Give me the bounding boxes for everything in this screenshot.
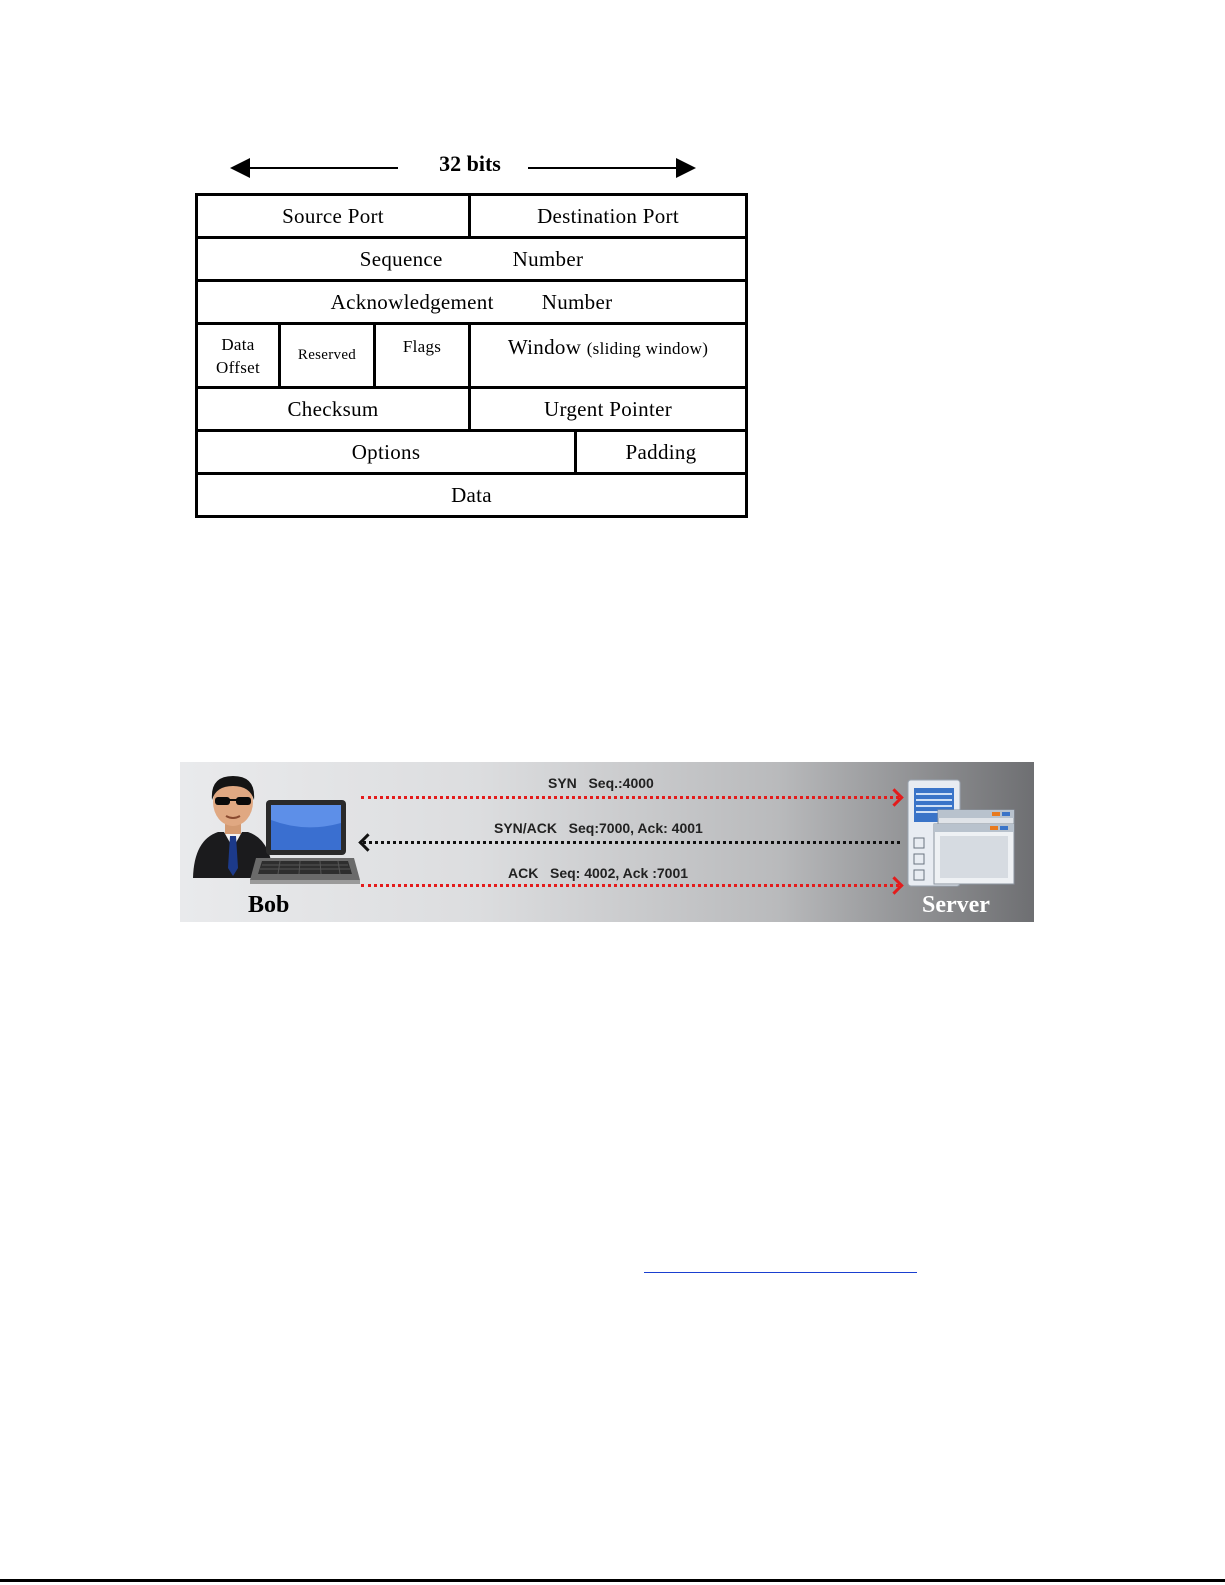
handshake-banner <box>180 762 1034 922</box>
server-icon <box>902 778 1018 890</box>
sequence-word: Sequence <box>359 246 443 271</box>
ack-arrow-line <box>361 884 899 887</box>
syn-ack-message: SYN/ACK Seq:7000, Ack: 4001 <box>494 820 703 836</box>
row-options <box>197 431 747 474</box>
client-name: Bob <box>248 892 290 918</box>
field-options: Options <box>197 431 576 474</box>
field-window <box>470 324 747 388</box>
data-offset-line2: Offset <box>216 357 260 377</box>
link-underline[interactable] <box>644 1272 917 1273</box>
bits-label: 32 bits <box>439 151 501 176</box>
row-ports <box>197 195 747 238</box>
window-note: (sliding window) <box>586 339 709 358</box>
laptop-icon <box>250 798 360 888</box>
row-sequence <box>197 238 747 281</box>
data-offset-line1: Data <box>221 334 255 354</box>
field-checksum: Checksum <box>197 388 470 431</box>
sequence-number-word: Number <box>512 246 584 271</box>
bits-arrow-left-line <box>246 167 398 169</box>
field-flags: Flags <box>375 324 470 388</box>
field-ack-number <box>197 281 747 324</box>
server-name: Server <box>922 892 990 918</box>
row-control <box>197 324 747 388</box>
field-data: Data <box>197 474 747 517</box>
syn-arrow-line <box>361 796 899 799</box>
field-padding: Padding <box>576 431 747 474</box>
syn-message: SYN Seq.:4000 <box>548 775 654 791</box>
ack-number-word: Number <box>541 289 613 314</box>
field-reserved: Reserved <box>280 324 375 388</box>
syn-arrow-head <box>885 788 903 806</box>
row-checksum <box>197 388 747 431</box>
syn-ack-arrow-head <box>358 833 376 851</box>
ack-arrow-head <box>885 876 903 894</box>
field-sequence-number <box>197 238 747 281</box>
window-label: Window <box>507 335 582 359</box>
field-data-offset <box>197 324 280 388</box>
row-ack <box>197 281 747 324</box>
ack-message: ACK Seq: 4002, Ack :7001 <box>508 865 689 881</box>
ack-word: Acknowledgement <box>330 289 494 314</box>
field-urgent-pointer: Urgent Pointer <box>470 388 747 431</box>
row-data <box>197 474 747 517</box>
syn-ack-arrow-line <box>363 841 900 844</box>
field-destination-port: Destination Port <box>470 195 747 238</box>
tcp-header-table <box>195 193 748 518</box>
field-source-port: Source Port <box>197 195 470 238</box>
bits-arrow-left-head <box>230 158 250 178</box>
page-bottom-rule <box>0 1579 1225 1582</box>
bits-arrow-right-head <box>676 158 696 178</box>
bits-arrow-right-line <box>528 167 678 169</box>
